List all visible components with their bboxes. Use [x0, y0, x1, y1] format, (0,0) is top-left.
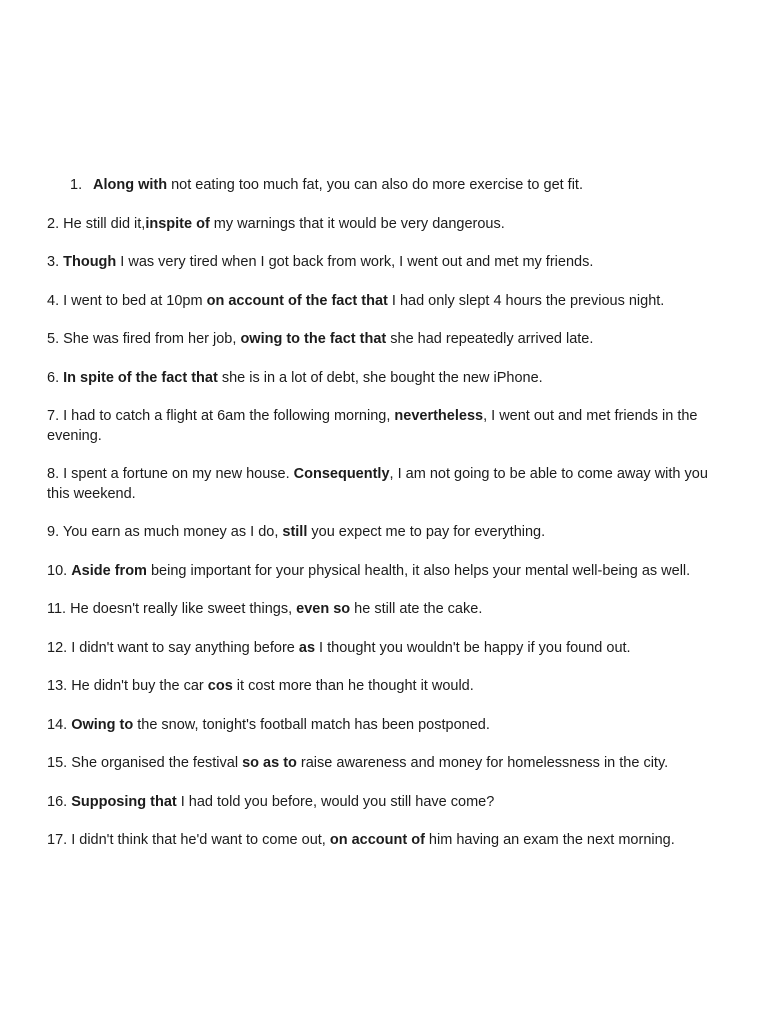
- linking-phrase: still: [282, 524, 308, 540]
- sentence-number: 17.: [47, 832, 68, 848]
- sentence-number: 14.: [47, 716, 68, 733]
- sentence-text-after: the snow, tonight's football match has been postponed.: [133, 716, 490, 733]
- linking-phrase: inspite of: [145, 215, 210, 232]
- linking-phrase: Though: [63, 254, 117, 270]
- sentence-text-before: You earn as much money as I do,: [62, 524, 283, 540]
- sentence-item: [47, 176, 723, 196]
- sentence-number: 8.: [47, 466, 60, 482]
- sentence-number: 15.: [47, 755, 68, 771]
- sentence-number: 7.: [47, 408, 60, 424]
- sentence-number: 1.: [70, 177, 83, 193]
- sentence-number: 12.: [47, 639, 68, 656]
- sentence-text-before: He still did it,: [63, 215, 146, 232]
- sentence-text-after: I thought you wouldn't be happy if you found out.: [315, 639, 631, 656]
- sentence-text-before: She was fired from her job,: [63, 331, 241, 347]
- sentence-number: 9.: [47, 524, 60, 540]
- sentence-item: [47, 292, 723, 312]
- sentence-text-before: I spent a fortune on my new house.: [63, 466, 294, 482]
- sentence-item: [47, 716, 723, 736]
- linking-phrase: Supposing that: [71, 793, 177, 810]
- sentence-text-after: not eating too much fat, you can also do more exercise to get fit.: [167, 177, 583, 193]
- sentence-text-after: raise awareness and money for homelessness in the city.: [296, 755, 669, 771]
- linking-phrase: Aside from: [71, 562, 147, 579]
- sentence-text-before: I didn't think that he'd want to come out,: [71, 832, 330, 848]
- sentence-text-before: She organised the festival: [71, 755, 243, 771]
- sentence-number: 4.: [47, 292, 60, 309]
- sentence-text-before: He didn't buy the car: [71, 678, 208, 694]
- sentence-text-before: He doesn't really like sweet things,: [70, 601, 297, 617]
- linking-phrase: nevertheless: [394, 408, 484, 424]
- sentence-text-after: , I am not going to be able to come away with you this weekend.: [47, 466, 708, 502]
- linking-phrase: so as to: [242, 755, 297, 771]
- sentence-text-after: she had repeatedly arrived late.: [386, 331, 594, 347]
- sentence-text-after: I was very tired when I got back from work, I went out and met my friends.: [116, 254, 594, 270]
- sentence-text-before: I had to catch a flight at 6am the following morning,: [63, 408, 395, 424]
- linking-phrase: even so: [296, 601, 351, 617]
- sentence-item: [47, 215, 723, 235]
- linking-phrase: as: [298, 639, 316, 656]
- sentence-text-before: I went to bed at 10pm: [63, 292, 207, 309]
- sentence-list: [47, 176, 723, 870]
- sentence-text-after: you expect me to pay for everything.: [307, 524, 546, 540]
- sentence-text-after: she is in a lot of debt, she bought the new iPhone.: [217, 369, 543, 386]
- sentence-item: [47, 639, 723, 659]
- sentence-item: [47, 407, 723, 446]
- sentence-item: [47, 831, 723, 851]
- linking-phrase: Owing to: [71, 716, 134, 733]
- sentence-item: [47, 600, 723, 620]
- sentence-item: [47, 253, 723, 273]
- sentence-text-after: my warnings that it would be very dangerous.: [209, 215, 505, 232]
- sentence-number: 3.: [47, 254, 60, 270]
- sentence-text-after: , I went out and met friends in the evening.: [47, 408, 698, 444]
- linking-phrase: Along with: [93, 177, 168, 193]
- linking-phrase: on account of the fact that: [206, 292, 388, 309]
- sentence-item: [47, 465, 723, 504]
- sentence-item: [47, 523, 723, 543]
- sentence-text-after: it cost more than he thought it would.: [232, 678, 474, 694]
- sentence-text-after: he still ate the cake.: [350, 601, 483, 617]
- linking-phrase: Consequently: [293, 466, 390, 482]
- sentence-item: [47, 754, 723, 774]
- sentence-number: 16.: [47, 793, 68, 810]
- sentence-number: 5.: [47, 331, 60, 347]
- linking-phrase: owing to the fact that: [240, 331, 387, 347]
- sentence-text-after: being important for your physical health, it also helps your mental well-being as well.: [146, 562, 691, 579]
- sentence-number: 10.: [47, 562, 68, 579]
- sentence-text-after: him having an exam the next morning.: [424, 832, 675, 848]
- sentence-item: [47, 793, 723, 813]
- sentence-item: [47, 330, 723, 350]
- linking-phrase: on account of: [329, 832, 425, 848]
- sentence-number: 13.: [47, 678, 68, 694]
- linking-phrase: cos: [207, 678, 233, 694]
- sentence-item: [47, 369, 723, 389]
- sentence-item: [47, 562, 723, 582]
- sentence-number: 11.: [47, 601, 67, 617]
- sentence-number: 6.: [47, 369, 60, 386]
- sentence-text-before: I didn't want to say anything before: [71, 639, 299, 656]
- sentence-number: 2.: [47, 215, 60, 232]
- sentence-item: [47, 677, 723, 697]
- sentence-text-after: I had only slept 4 hours the previous night.: [387, 292, 665, 309]
- sentence-text-after: I had told you before, would you still have come?: [176, 793, 495, 810]
- linking-phrase: In spite of the fact that: [63, 369, 218, 386]
